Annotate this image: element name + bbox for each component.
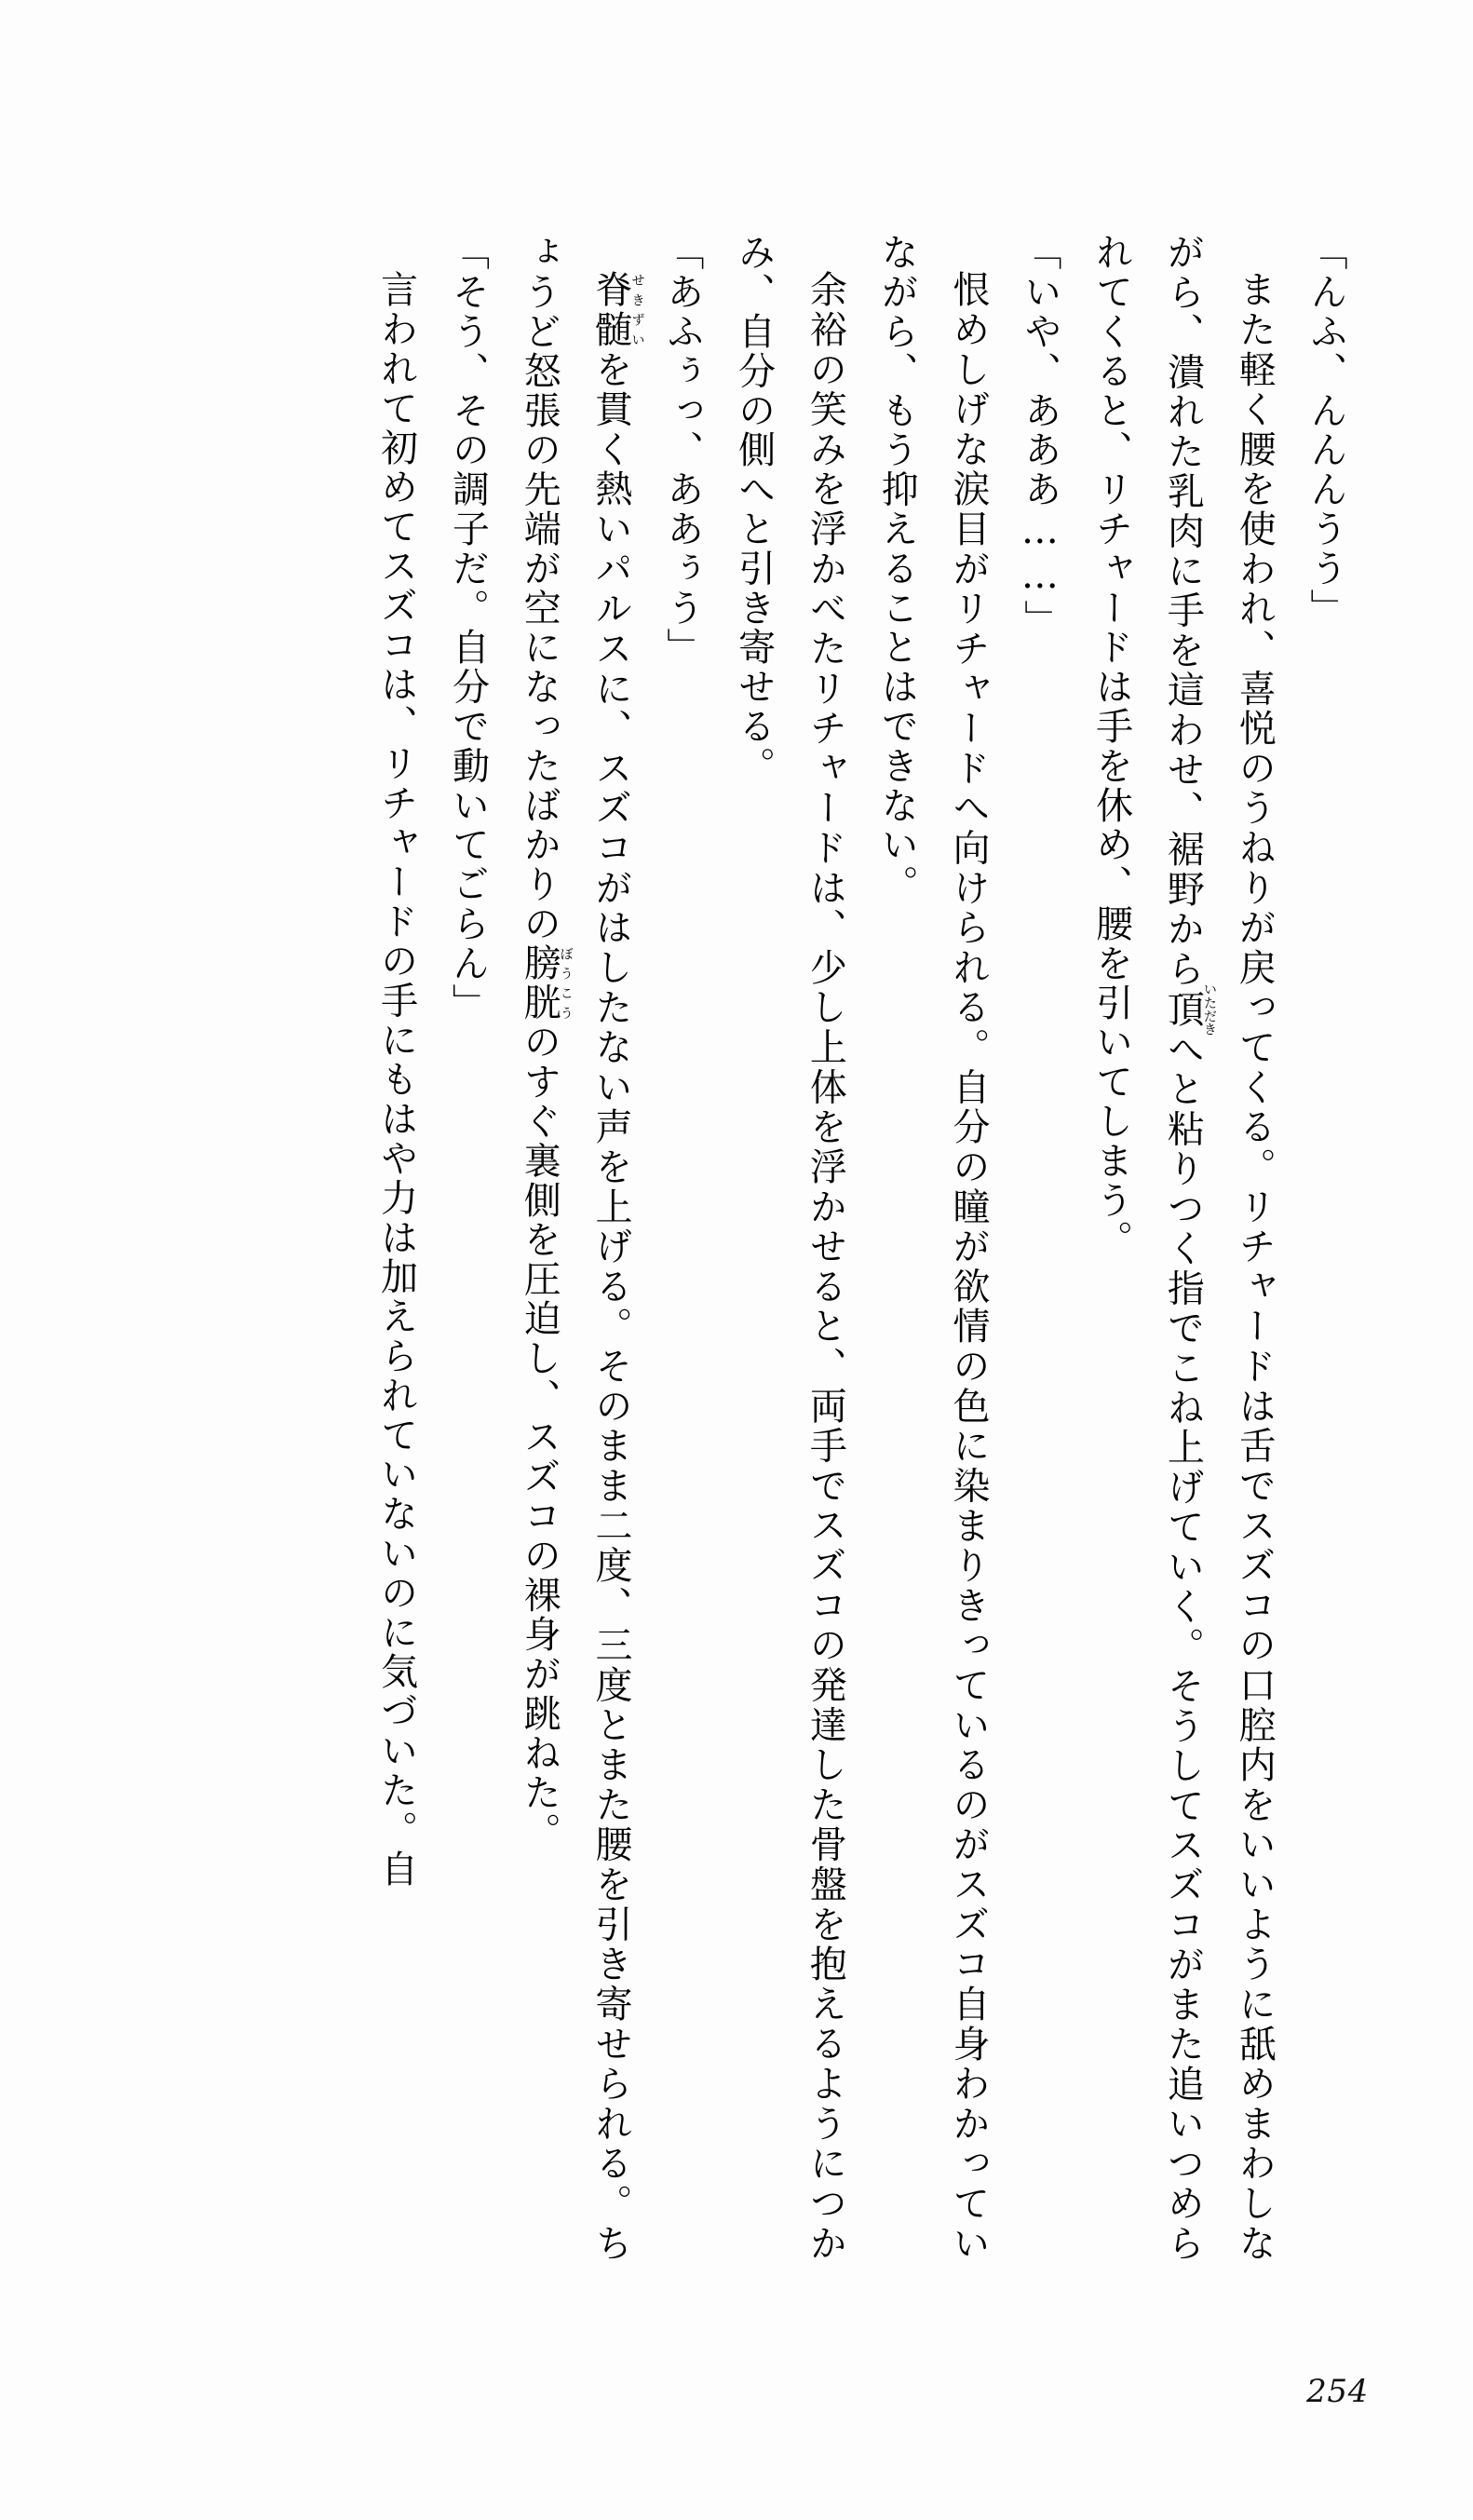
paragraph-narration-4: 脊髄せきずいを貫く熱いパルスに、スズコがはしたない声を上げる。そのまま二度、三度とまた腰を引き寄せられる。ちょうど怒張の先端が空になったばかりの膀胱ぼうこうのすぐ裏側を圧迫し、スズコの裸身が跳ねた。	[518, 233, 645, 2263]
paragraph-dialogue-4: 「そう、その調子だ。自分で動いてごらん」	[446, 233, 490, 1023]
paragraph-narration-1: また軽く腰を使われ、喜悦のうねりが戻ってくる。リチャードは舌でスズコの口腔内をいいように舐めまわしながら、潰れた乳肉に手を這わせ、裾野から頂いただきへと粘りつく指でこね上げていく。そうしてスズコがまた追いつめられてくると、リチャードは手を休め、腰を引いてしまう。	[1089, 233, 1277, 2263]
paragraph-dialogue-3: 「あふぅっ、ああぅう」	[660, 233, 704, 668]
paragraph-narration-3: 余裕の笑みを浮かべたリチャードは、少し上体を浮かせると、両手でスズコの発達した骨盤を抱えるようにつかみ、自分の側へと引き寄せる。	[732, 233, 847, 2263]
paragraph-dialogue-1: 「んふ、んんんうう」	[1304, 233, 1347, 628]
body-text	[151, 233, 1361, 2263]
ruby-sekizui: 脊髄せきずい	[589, 270, 645, 350]
paragraph-narration-5: 言われて初めてスズコは、リチャードの手にもはや力は加えられていないのに気づいた。自	[374, 270, 418, 1890]
paragraph-dialogue-2: 「いや、あああ……」	[1018, 233, 1061, 639]
ruby-itadaki: 頂いただき	[1161, 982, 1217, 1036]
paragraph-narration-2: 恨めしげな涙目がリチャードへ向けられる。自分の瞳が欲情の色に染まりきっているのがスズコ自身わかっていながら、もう抑えることはできない。	[875, 233, 991, 2263]
page-number: 254	[1306, 2373, 1369, 2410]
ruby-boukou: 膀胱ぼうこう	[518, 943, 574, 1023]
